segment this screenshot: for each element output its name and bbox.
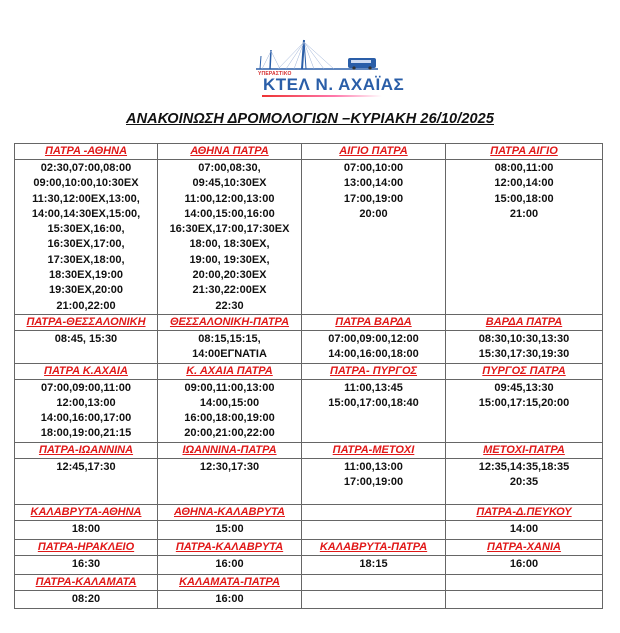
route-header-row bbox=[15, 314, 603, 330]
route-name: ΑΘΗΝΑ-ΚΑΛΑΒΡΥΤΑ bbox=[174, 505, 285, 518]
route-name: ΚΑΛΑΒΡΥΤΑ-ΠΑΤΡΑ bbox=[319, 540, 428, 553]
schedule-table bbox=[14, 143, 603, 609]
route-header-cell bbox=[158, 314, 302, 330]
departure-times: 09:45,10:30ΕΧ bbox=[192, 177, 267, 190]
route-header-cell bbox=[446, 539, 603, 555]
departure-times: 12:35,14:35,18:35 bbox=[478, 460, 570, 473]
route-header-row bbox=[15, 539, 603, 555]
route-header-cell bbox=[446, 442, 603, 458]
departure-times: 14:00,16:00,17:00 bbox=[40, 412, 132, 425]
departure-times: 12:00,13:00 bbox=[56, 396, 116, 409]
route-header-cell bbox=[302, 144, 446, 160]
route-times-cell bbox=[302, 520, 446, 539]
departure-times: 15:30,17:30,19:30 bbox=[478, 348, 570, 361]
route-header-cell bbox=[302, 504, 446, 520]
route-times-cell bbox=[446, 379, 603, 442]
departure-times: 20:00 bbox=[359, 207, 388, 220]
route-name: ΚΑΛΑΜΑΤΑ-ΠΑΤΡΑ bbox=[179, 575, 280, 588]
route-header-cell bbox=[158, 504, 302, 520]
departure-times: 15:00,17:15,20:00 bbox=[478, 396, 570, 409]
route-name: Κ. ΑΧΑΙΑ ΠΑΤΡΑ bbox=[186, 364, 273, 377]
departure-times: 16:00,18:00,19:00 bbox=[184, 412, 275, 425]
route-name: ΠΑΤΡΑ-ΗΡΑΚΛΕΙΟ bbox=[37, 540, 135, 553]
departure-times: 16:00 bbox=[215, 592, 244, 605]
departure-times: 16:00 bbox=[215, 557, 244, 570]
route-times-row bbox=[15, 458, 603, 504]
route-name: ΠΑΤΡΑ-ΙΩΑΝΝΙΝΑ bbox=[38, 443, 134, 456]
route-name: ΙΩΑΝΝΙΝΑ-ΠΑΤΡΑ bbox=[182, 443, 277, 456]
departure-times: 12:30,17:30 bbox=[199, 460, 260, 473]
departure-times: 15:00 bbox=[215, 522, 244, 535]
route-times-cell bbox=[446, 160, 603, 315]
departure-times: 22:30 bbox=[215, 299, 244, 312]
route-times-cell bbox=[15, 590, 158, 608]
route-name: ΠΑΤΡΑ-Δ.ΠΕΥΚΟΥ bbox=[476, 505, 572, 518]
departure-times: 14:00 bbox=[509, 522, 539, 535]
route-times-cell bbox=[158, 555, 302, 574]
route-name: ΠΑΤΡΑ ΑΙΓΙΟ bbox=[490, 145, 558, 157]
route-times-cell bbox=[15, 458, 158, 504]
route-name: ΘΕΣΣΑΛΟΝΙΚΗ-ΠΑΤΡΑ bbox=[169, 315, 290, 328]
route-name: ΑΘΗΝΑ ΠΑΤΡΑ bbox=[190, 145, 269, 157]
departure-times: 11:30,12:00ΕΧ,13:00, bbox=[32, 192, 140, 205]
route-times-cell bbox=[446, 520, 603, 539]
route-header-row bbox=[15, 144, 603, 160]
route-times-cell bbox=[446, 458, 603, 504]
route-name: ΠΑΤΡΑ- ΠΥΡΓΟΣ bbox=[329, 364, 418, 377]
route-times-cell bbox=[302, 555, 446, 574]
route-name: ΠΑΤΡΑ Κ.ΑΧΑΙΑ bbox=[44, 364, 128, 377]
departure-times: 09:00,11:00,13:00 bbox=[184, 381, 275, 394]
departure-times: 18:00,19:00,21:15 bbox=[40, 427, 132, 440]
departure-times: 12:00,14:00 bbox=[494, 177, 554, 190]
route-times-cell bbox=[158, 330, 302, 363]
departure-times: 14:00,16:00,18:00 bbox=[328, 348, 419, 361]
departure-times: 08:15,15:15, bbox=[198, 332, 261, 345]
route-times-cell bbox=[302, 379, 446, 442]
departure-times: 11:00,13:00 bbox=[344, 460, 403, 473]
route-header-cell bbox=[15, 539, 158, 555]
logo-subtitle: ΥΠΕΡΑΣΤΙΚΟ bbox=[258, 71, 292, 77]
departure-times: 11:00,13:45 bbox=[344, 381, 403, 394]
departure-times: 21:00 bbox=[509, 207, 539, 220]
route-header-cell bbox=[158, 574, 302, 590]
route-name: ΒΑΡΔΑ ΠΑΤΡΑ bbox=[485, 315, 563, 328]
departure-times: 20:35 bbox=[509, 476, 539, 489]
departure-times: 18:00 bbox=[71, 522, 101, 535]
departure-times: 18:15 bbox=[359, 557, 388, 570]
route-times-cell bbox=[158, 160, 302, 315]
route-times-cell bbox=[302, 330, 446, 363]
route-header-cell bbox=[446, 504, 603, 520]
route-times-cell bbox=[446, 555, 603, 574]
departure-times: 14:00ΕΓΝΑΤΙΑ bbox=[192, 348, 267, 361]
route-times-cell bbox=[158, 458, 302, 504]
departure-times: 16:30ΕΧ,17:00,17:30ΕΧ bbox=[169, 223, 290, 236]
departure-times: 19:00, 19:30ΕΧ, bbox=[189, 253, 270, 266]
departure-times: 14:00,15:00 bbox=[199, 396, 260, 409]
route-times-cell bbox=[302, 590, 446, 608]
route-times-cell bbox=[302, 160, 446, 315]
logo-text: ΚΤΕΛ Ν. ΑΧΑΪΑΣ bbox=[263, 75, 405, 94]
departure-times: 21:30,22:00ΕΧ bbox=[192, 284, 267, 297]
departure-times: 09:45,13:30 bbox=[494, 381, 554, 394]
route-times-row bbox=[15, 590, 603, 608]
departure-times: 20:00,20:30ΕΧ bbox=[192, 269, 267, 282]
route-times-cell bbox=[302, 458, 446, 504]
route-name: ΠΑΤΡΑ-ΘΕΣΣΑΛΟΝΙΚΗ bbox=[26, 315, 146, 328]
route-header-cell bbox=[15, 144, 158, 160]
route-header-cell bbox=[15, 363, 158, 379]
route-times-cell bbox=[15, 160, 158, 315]
departure-times: 11:00,12:00,13:00 bbox=[184, 192, 275, 205]
route-header-row bbox=[15, 363, 603, 379]
route-header-cell bbox=[158, 442, 302, 458]
route-times-row bbox=[15, 555, 603, 574]
route-header-cell bbox=[15, 574, 158, 590]
route-header-cell bbox=[302, 574, 446, 590]
departure-times: 12:45,17:30 bbox=[56, 460, 116, 473]
route-header-cell bbox=[158, 363, 302, 379]
logo-swoosh bbox=[262, 95, 382, 97]
departure-times: 17:30ΕΧ,18:00, bbox=[47, 253, 125, 266]
route-times-cell bbox=[446, 590, 603, 608]
route-times-cell bbox=[158, 520, 302, 539]
route-times-cell bbox=[15, 379, 158, 442]
route-header-cell bbox=[446, 314, 603, 330]
departure-times: 15:30ΕΧ,16:00, bbox=[47, 223, 125, 236]
departure-times: 17:00,19:00 bbox=[343, 192, 404, 205]
departure-times: 15:00,18:00 bbox=[494, 192, 554, 205]
route-header-cell bbox=[446, 574, 603, 590]
route-header-row bbox=[15, 442, 603, 458]
route-header-cell bbox=[302, 442, 446, 458]
departure-times: 14:00,14:30ΕΧ,15:00, bbox=[31, 207, 141, 220]
departure-times: 08:45, 15:30 bbox=[54, 332, 118, 345]
departure-times: 13:00,14:00 bbox=[343, 177, 404, 190]
departure-times: 15:00,17:00,18:40 bbox=[328, 396, 419, 409]
route-header-cell bbox=[446, 144, 603, 160]
route-times-cell bbox=[15, 330, 158, 363]
route-header-cell bbox=[15, 442, 158, 458]
route-name: ΚΑΛΑΒΡΥΤΑ-ΑΘΗΝΑ bbox=[30, 505, 142, 518]
route-name: ΜΕΤΟΧΙ-ΠΑΤΡΑ bbox=[483, 443, 565, 456]
route-header-cell bbox=[302, 363, 446, 379]
route-times-cell bbox=[158, 590, 302, 608]
route-times-cell bbox=[15, 555, 158, 574]
departure-times: 08:30,10:30,13:30 bbox=[478, 332, 570, 345]
departure-times: 07:00,08:30, bbox=[198, 162, 261, 174]
departure-times: 08:20 bbox=[71, 592, 101, 605]
departure-times: 19:30ΕΧ,20:00 bbox=[49, 284, 123, 297]
route-name: ΑΙΓΙΟ ΠΑΤΡΑ bbox=[339, 145, 408, 157]
route-times-cell bbox=[158, 379, 302, 442]
departure-times: 16:30ΕΧ,17:00, bbox=[47, 238, 125, 251]
route-header-cell bbox=[302, 539, 446, 555]
page-title: ΑΝΑΚΟΙΝΩΣΗ ΔΡΟΜΟΛΟΓΙΩΝ –ΚΥΡΙΑΚΗ 26/10/2025 bbox=[126, 111, 494, 127]
route-header-cell bbox=[302, 314, 446, 330]
route-header-cell bbox=[446, 363, 603, 379]
route-times-row bbox=[15, 160, 603, 315]
route-times-row bbox=[15, 379, 603, 442]
departure-times: 16:30 bbox=[71, 557, 101, 570]
route-name: ΠΑΤΡΑ -ΑΘΗΝΑ bbox=[44, 145, 128, 157]
departure-times: 20:00,21:00,22:00 bbox=[184, 427, 275, 440]
route-times-row bbox=[15, 330, 603, 363]
route-header-row bbox=[15, 574, 603, 590]
route-times-cell bbox=[446, 330, 603, 363]
departure-times: 18:30ΕΧ,19:00 bbox=[49, 269, 123, 282]
route-header-cell bbox=[15, 504, 158, 520]
departure-times: 07:00,09:00,11:00 bbox=[41, 381, 131, 394]
route-header-row bbox=[15, 504, 603, 520]
route-times-cell bbox=[15, 520, 158, 539]
departure-times: 21:00,22:00 bbox=[56, 299, 116, 312]
route-name: ΠΥΡΓΟΣ ΠΑΤΡΑ bbox=[482, 364, 566, 377]
route-header-cell bbox=[158, 144, 302, 160]
departure-times: 02:30,07:00,08:00 bbox=[40, 162, 132, 174]
route-name: ΠΑΤΡΑ-ΚΑΛΑΒΡΥΤΑ bbox=[175, 540, 284, 553]
departure-times: 14:00,15:00,16:00 bbox=[184, 207, 275, 220]
departure-times: 16:00 bbox=[509, 557, 539, 570]
departure-times: 08:00,11:00 bbox=[494, 162, 554, 174]
departure-times: 07:00,10:00 bbox=[343, 162, 404, 174]
route-name: ΠΑΤΡΑ-ΧΑΝΙΑ bbox=[487, 540, 561, 553]
route-header-cell bbox=[158, 539, 302, 555]
departure-times: 07:00,09:00,12:00 bbox=[328, 332, 419, 345]
departure-times: 18:00, 18:30ΕΧ, bbox=[189, 238, 270, 251]
route-name: ΠΑΤΡΑ-ΜΕΤΟΧΙ bbox=[332, 443, 415, 456]
route-name: ΠΑΤΡΑ ΒΑΡΔΑ bbox=[335, 315, 412, 328]
route-name: ΠΑΤΡΑ-ΚΑΛΑΜΑΤΑ bbox=[35, 575, 137, 588]
route-times-row bbox=[15, 520, 603, 539]
route-header-cell bbox=[15, 314, 158, 330]
departure-times: 17:00,19:00 bbox=[343, 476, 404, 489]
departure-times: 09:00,10:00,10:30ΕΧ bbox=[33, 177, 139, 190]
